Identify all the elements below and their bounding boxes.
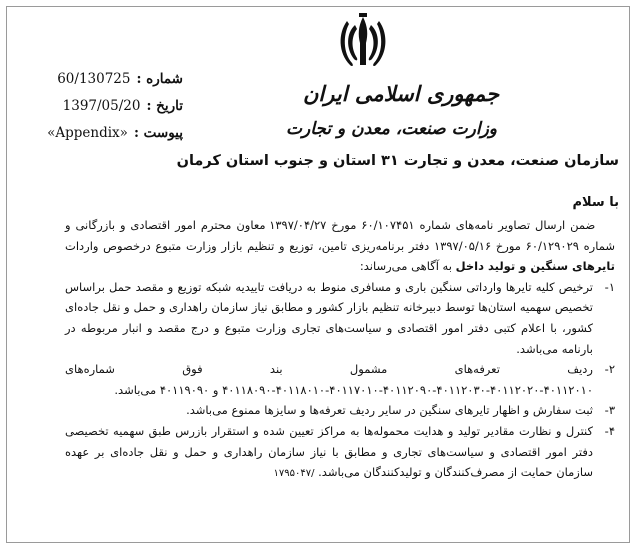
date-label: تاریخ : xyxy=(146,97,183,114)
intro-text: ضمن ارسال تصاویر نامه‌های شماره ۶۰/۱۰۷۴۵۱ مورخ ۱۳۹۷/۰۴/۲۷ معاون محترم امور اقتصادی و بازرگانی و شماره ۶۰/۱۲۹۰۲۹ مورخ ۱۳۹۷/۰۵/۱۶ دفتر برنامه‌ریزی تامین، توزیع و تنظیم بازار وزارت متبوع درخصوص واردات xyxy=(65,218,615,253)
letter-body xyxy=(65,215,615,485)
meta-attachment xyxy=(33,119,183,146)
intro-end: به آگاهی می‌رساند: xyxy=(359,259,456,274)
intro-paragraph xyxy=(65,215,615,277)
item-text: ثبت سفارش و اظهار تایرهای سنگین در سایر ردیف تعرفه‌ها و سایزها ممنوع می‌باشد. xyxy=(186,403,593,418)
ministry-title: وزارت صنعت، معدن و تجارت xyxy=(286,119,497,139)
number-value: 60/130725 xyxy=(57,70,131,87)
item-text-body: کنترل و نظارت مقادیر تولید و هدایت محموله‌ها به مراکز تعیین شده و استقرار بازرس طبق سهمیه تخصیصی دفتر امور اقتصادی و سیاست‌های تجاری و مطابق با نیاز سازمان راهداری و حمل و نقل جاده‌ای بر عهده سازمان حمایت از مصرف‌کنندگان و تولیدکنندگان می‌باشد. xyxy=(65,423,593,480)
item-text: ترخیص کلیه تایرها وارداتی سنگین باری و مسافری منوط به دریافت تاییدیه شبکه توزیع و مقصد حمل براساس تخصیص سهمیه استان‌ها توسط دبیرخانه تنظیم بازار کشور و مطابق نیاز سازمان راهداری و حمل و نقل جاده‌ای کشور، با اعلام کتبی دفتر امور اقتصادی و سیاست‌های تجاری وزارت متبوع و درج مقصد و انبار مربوطه در بارنامه می‌باشد. xyxy=(65,279,593,356)
list-item xyxy=(65,421,615,485)
recipient-title: سازمان صنعت، معدن و تجارت ۳۱ استان و جنوب استان کرمان xyxy=(176,153,619,169)
number-label: شماره : xyxy=(136,70,183,87)
list-item xyxy=(65,400,615,421)
letter-meta xyxy=(33,65,183,146)
intro-bold: تایرهای سنگین و تولید داخل xyxy=(455,259,615,274)
date-value: 1397/05/20 xyxy=(62,97,141,114)
list-item xyxy=(65,277,615,359)
attachment-value: «Appendix» xyxy=(47,124,128,141)
meta-number xyxy=(33,65,183,92)
item-number: ۳- xyxy=(604,403,615,418)
emblem-icon xyxy=(336,13,390,75)
item-number: ۴- xyxy=(604,423,615,438)
letter-page xyxy=(6,6,630,543)
item-text xyxy=(65,421,593,485)
attachment-label: پیوست : xyxy=(133,124,183,141)
item-number: ۱- xyxy=(604,279,615,294)
republic-title: جمهوری اسلامی ایران xyxy=(303,81,500,106)
list-item xyxy=(65,359,615,400)
meta-date xyxy=(33,92,183,119)
document-code: ۱۷۹۵۰۴۷/ xyxy=(273,468,315,480)
item-number: ۲- xyxy=(604,362,615,377)
item-text: ردیف تعرفه‌های مشمول بند فوق شماره‌های ۴۰۱۱۲۰۱۰-۴۰۱۱۲۰۲۰-۴۰۱۱۲۰۳۰-۴۰۱۱۲۰۹۰-۴۰۱۱۷۰۱۰-۴۰۱۱۸۰۱۰-۴۰۱۱۸۰۹۰ و ۴۰۱۱۹۰۹۰ می‌باشد. xyxy=(65,362,593,397)
salutation: با سلام xyxy=(572,195,619,210)
